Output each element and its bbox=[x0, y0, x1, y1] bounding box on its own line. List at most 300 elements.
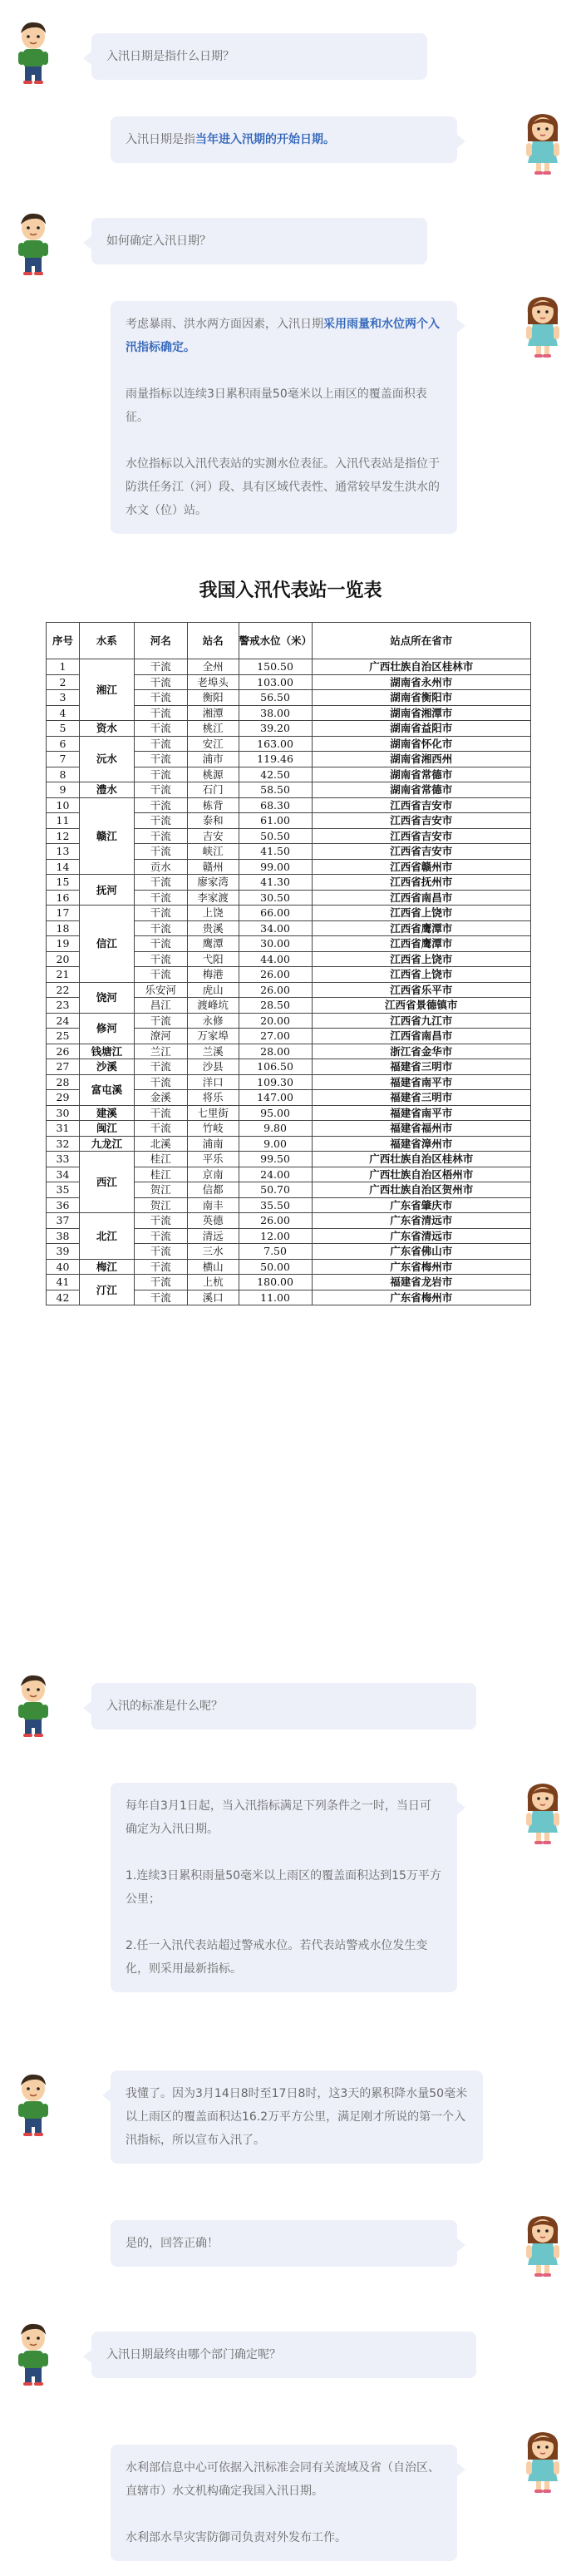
table-cell: 干流 bbox=[134, 1059, 187, 1075]
table-cell: 广东省梅州市 bbox=[312, 1259, 531, 1275]
table-cell: 95.00 bbox=[239, 1105, 312, 1121]
bubble-text: 入汛的标准是什么呢？ bbox=[106, 1700, 223, 1713]
girl-avatar-icon bbox=[516, 110, 569, 176]
table-cell: 26.00 bbox=[239, 1213, 312, 1229]
table-cell: 广西壮族自治区贺州市 bbox=[312, 1182, 531, 1198]
answer-bubble bbox=[111, 116, 457, 163]
table-cell: 干流 bbox=[134, 890, 187, 906]
table-cell: 30.00 bbox=[239, 936, 312, 952]
table-cell: 25 bbox=[47, 1029, 80, 1044]
table-cell: 150.50 bbox=[239, 659, 312, 675]
table-cell: 180.00 bbox=[239, 1275, 312, 1290]
table-row bbox=[47, 1105, 531, 1121]
table-cell-river-system: 澧水 bbox=[79, 782, 134, 798]
table-cell-river-system: 闽江 bbox=[79, 1121, 134, 1137]
bubble-paragraph bbox=[126, 1794, 442, 1841]
table-cell: 39 bbox=[47, 1244, 80, 1260]
table-cell: 贺江 bbox=[134, 1182, 187, 1198]
table-cell: 7 bbox=[47, 752, 80, 767]
table-cell: 桃源 bbox=[187, 767, 239, 782]
table-cell: 老埠头 bbox=[187, 674, 239, 690]
table-cell: 35.50 bbox=[239, 1197, 312, 1213]
table-cell: 洋口 bbox=[187, 1074, 239, 1090]
table-cell: 26.00 bbox=[239, 967, 312, 983]
table-cell-river-system: 修河 bbox=[79, 1013, 134, 1044]
boy-avatar-icon bbox=[7, 18, 60, 85]
table-cell: 5 bbox=[47, 721, 80, 737]
boy-avatar-icon bbox=[7, 1671, 60, 1738]
bubble-paragraph bbox=[106, 2343, 461, 2366]
bubble-text: 水利部水旱灾害防御司负责对外发布工作。 bbox=[126, 2531, 347, 2544]
table-cell: 干流 bbox=[134, 1228, 187, 1244]
table-cell: 福建省南平市 bbox=[312, 1074, 531, 1090]
table-cell: 16 bbox=[47, 890, 80, 906]
table-cell: 广西壮族自治区桂林市 bbox=[312, 659, 531, 675]
table-cell: 峡江 bbox=[187, 844, 239, 860]
table-cell: 江西省乐平市 bbox=[312, 982, 531, 998]
table-cell: 湖南省湘西州 bbox=[312, 752, 531, 767]
table-row bbox=[47, 1136, 531, 1152]
table-cell: 广东省清远市 bbox=[312, 1228, 531, 1244]
table-cell: 廖家湾 bbox=[187, 875, 239, 891]
table-cell: 27.00 bbox=[239, 1029, 312, 1044]
table-cell: 浦市 bbox=[187, 752, 239, 767]
table-cell: 江西省南昌市 bbox=[312, 1029, 531, 1044]
table-cell-river-system: 北江 bbox=[79, 1213, 134, 1260]
table-cell: 清远 bbox=[187, 1228, 239, 1244]
table-cell: 42.50 bbox=[239, 767, 312, 782]
table-cell: 福建省福州市 bbox=[312, 1121, 531, 1137]
table-row bbox=[47, 1074, 531, 1090]
table-cell: 湖南省永州市 bbox=[312, 674, 531, 690]
table-cell: 江西省鹰潭市 bbox=[312, 936, 531, 952]
table-header-cell: 河名 bbox=[134, 623, 187, 659]
table-cell: 干流 bbox=[134, 936, 187, 952]
table-cell: 109.30 bbox=[239, 1074, 312, 1090]
table-cell: 39.20 bbox=[239, 721, 312, 737]
table-cell: 12.00 bbox=[239, 1228, 312, 1244]
table-cell: 三水 bbox=[187, 1244, 239, 1260]
table-cell: 6 bbox=[47, 736, 80, 752]
table-row bbox=[47, 736, 531, 752]
table-cell: 渡峰坑 bbox=[187, 998, 239, 1014]
table-cell: 147.00 bbox=[239, 1090, 312, 1106]
table-row bbox=[47, 1259, 531, 1275]
table-cell: 14 bbox=[47, 859, 80, 875]
table-body bbox=[47, 659, 531, 1305]
table-cell: 栋背 bbox=[187, 797, 239, 813]
table-cell: 36 bbox=[47, 1197, 80, 1213]
table-cell-river-system: 沅水 bbox=[79, 736, 134, 782]
table-cell: 浦南 bbox=[187, 1136, 239, 1152]
table-cell-river-system: 汀江 bbox=[79, 1275, 134, 1305]
table-row bbox=[47, 875, 531, 891]
table-header-cell: 序号 bbox=[47, 623, 80, 659]
table-cell: 18 bbox=[47, 920, 80, 936]
table-cell: 干流 bbox=[134, 967, 187, 983]
table-cell: 乐安河 bbox=[134, 982, 187, 998]
bubble-paragraph bbox=[106, 45, 412, 68]
table-cell: 梅港 bbox=[187, 967, 239, 983]
table-cell: 23 bbox=[47, 998, 80, 1014]
table-cell: 潦河 bbox=[134, 1029, 187, 1044]
table-cell-river-system: 抚河 bbox=[79, 875, 134, 906]
table-cell: 12 bbox=[47, 828, 80, 844]
bubble-paragraph bbox=[126, 128, 442, 151]
table-cell: 61.00 bbox=[239, 813, 312, 829]
table-cell-river-system: 梅江 bbox=[79, 1259, 134, 1275]
bubble-text: 水位指标以入汛代表站的实测水位表征。入汛代表站是指位于防洪任务江（河）段、具有区域代表性、通常较早发生洪水的水文（位）站。 bbox=[126, 457, 440, 517]
bubble-paragraph bbox=[106, 229, 412, 253]
table-cell: 9 bbox=[47, 782, 80, 798]
question-bubble bbox=[111, 2070, 483, 2164]
table-cell: 干流 bbox=[134, 736, 187, 752]
flood-station-table bbox=[46, 622, 531, 1305]
flood-station-table-section bbox=[0, 574, 581, 1304]
table-cell: 11.00 bbox=[239, 1290, 312, 1305]
table-cell: 66.00 bbox=[239, 906, 312, 921]
table-cell: 30.50 bbox=[239, 890, 312, 906]
table-cell-river-system: 信江 bbox=[79, 906, 134, 983]
bubble-text: 水利部信息中心可依据入汛标准会同有关流域及省（自治区、直辖市）水文机构确定我国入汛日期。 bbox=[126, 2461, 440, 2498]
bubble-paragraph bbox=[126, 2232, 442, 2255]
table-cell-river-system: 建溪 bbox=[79, 1105, 134, 1121]
table-cell: 江西省吉安市 bbox=[312, 813, 531, 829]
table-cell: 贡水 bbox=[134, 859, 187, 875]
answer-bubble bbox=[111, 301, 457, 534]
table-cell: 广东省肇庆市 bbox=[312, 1197, 531, 1213]
table-cell: 11 bbox=[47, 813, 80, 829]
table-cell-river-system: 湘江 bbox=[79, 659, 134, 721]
table-cell: 干流 bbox=[134, 875, 187, 891]
table-cell: 干流 bbox=[134, 721, 187, 737]
table-cell: 24.00 bbox=[239, 1167, 312, 1182]
table-row bbox=[47, 1013, 531, 1029]
table-cell: 干流 bbox=[134, 1121, 187, 1137]
table-cell: 将乐 bbox=[187, 1090, 239, 1106]
girl-avatar-icon bbox=[516, 2212, 569, 2278]
table-cell: 干流 bbox=[134, 1259, 187, 1275]
bubble-paragraph bbox=[126, 452, 442, 522]
table-cell: 干流 bbox=[134, 767, 187, 782]
bubble-text: 雨量指标以连续3日累积雨量50毫米以上雨区的覆盖面积表征。 bbox=[126, 387, 427, 424]
table-cell: 福建省南平市 bbox=[312, 1105, 531, 1121]
table-cell: 桃江 bbox=[187, 721, 239, 737]
bubble-paragraph bbox=[126, 1934, 442, 1981]
table-cell-river-system: 赣江 bbox=[79, 797, 134, 875]
table-cell: 41.50 bbox=[239, 844, 312, 860]
table-cell: 99.50 bbox=[239, 1152, 312, 1167]
bubble-text: 1.连续3日累积雨量50毫米以上雨区的覆盖面积达到15万平方公里； bbox=[126, 1869, 441, 1906]
table-cell: 沙县 bbox=[187, 1059, 239, 1075]
table-row bbox=[47, 1121, 531, 1137]
bubble-text: 2.任一入汛代表站超过警戒水位。若代表站警戒水位发生变化，则采用最新指标。 bbox=[126, 1939, 428, 1976]
table-cell: 34 bbox=[47, 1167, 80, 1182]
table-cell: 干流 bbox=[134, 782, 187, 798]
table-cell: 20 bbox=[47, 951, 80, 967]
table-cell: 44.00 bbox=[239, 951, 312, 967]
table-cell: 全州 bbox=[187, 659, 239, 675]
table-cell: 56.50 bbox=[239, 690, 312, 706]
boy-avatar-icon bbox=[7, 2320, 60, 2386]
table-cell: 34.00 bbox=[239, 920, 312, 936]
boy-avatar-icon bbox=[7, 210, 60, 276]
table-cell: 上饶 bbox=[187, 906, 239, 921]
table-cell: 石门 bbox=[187, 782, 239, 798]
table-row bbox=[47, 1059, 531, 1075]
table-cell: 干流 bbox=[134, 1213, 187, 1229]
table-cell: 江西省上饶市 bbox=[312, 906, 531, 921]
table-cell: 北溪 bbox=[134, 1136, 187, 1152]
table-cell: 弋阳 bbox=[187, 951, 239, 967]
table-cell: 万家埠 bbox=[187, 1029, 239, 1044]
table-header-cell: 站点所在省市 bbox=[312, 623, 531, 659]
table-cell: 24 bbox=[47, 1013, 80, 1029]
table-cell: 8 bbox=[47, 767, 80, 782]
table-cell: 30 bbox=[47, 1105, 80, 1121]
bubble-paragraph bbox=[126, 2456, 442, 2503]
table-row bbox=[47, 659, 531, 675]
table-cell: 28.00 bbox=[239, 1044, 312, 1059]
table-cell: 福建省三明市 bbox=[312, 1090, 531, 1106]
table-cell: 9.00 bbox=[239, 1136, 312, 1152]
table-cell: 江西省吉安市 bbox=[312, 797, 531, 813]
table-row bbox=[47, 982, 531, 998]
table-cell: 金溪 bbox=[134, 1090, 187, 1106]
table-cell: 58.50 bbox=[239, 782, 312, 798]
table-cell-river-system: 富屯溪 bbox=[79, 1074, 134, 1105]
table-cell: 103.00 bbox=[239, 674, 312, 690]
table-cell: 27 bbox=[47, 1059, 80, 1075]
table-cell: 干流 bbox=[134, 1290, 187, 1305]
bubble-text: 入汛日期最终由哪个部门确定呢？ bbox=[106, 2348, 281, 2361]
table-cell: 3 bbox=[47, 690, 80, 706]
table-cell: 干流 bbox=[134, 1275, 187, 1290]
answer-bubble bbox=[111, 1783, 457, 1992]
table-cell: 20.00 bbox=[239, 1013, 312, 1029]
boy-avatar-icon bbox=[7, 2070, 60, 2137]
table-cell: 横山 bbox=[187, 1259, 239, 1275]
table-cell: 163.00 bbox=[239, 736, 312, 752]
table-cell: 贺江 bbox=[134, 1197, 187, 1213]
table-cell: 37 bbox=[47, 1213, 80, 1229]
table-cell: 干流 bbox=[134, 1244, 187, 1260]
table-cell: 吉安 bbox=[187, 828, 239, 844]
table-cell: 江西省赣州市 bbox=[312, 859, 531, 875]
table-cell: 21 bbox=[47, 967, 80, 983]
table-cell: 31 bbox=[47, 1121, 80, 1137]
table-cell: 17 bbox=[47, 906, 80, 921]
table-cell: 泰和 bbox=[187, 813, 239, 829]
table-cell: 广东省梅州市 bbox=[312, 1290, 531, 1305]
answer-bubble bbox=[111, 2445, 457, 2561]
table-cell: 干流 bbox=[134, 951, 187, 967]
table-cell-river-system: 钱塘江 bbox=[79, 1044, 134, 1059]
table-cell: 湖南省衡阳市 bbox=[312, 690, 531, 706]
table-cell: 29 bbox=[47, 1090, 80, 1106]
bubble-text: 每年自3月1日起，当入汛指标满足下列条件之一时，当日可确定为入汛日期。 bbox=[126, 1799, 431, 1836]
table-cell: 广东省清远市 bbox=[312, 1213, 531, 1229]
table-cell: 信都 bbox=[187, 1182, 239, 1198]
table-cell: 99.00 bbox=[239, 859, 312, 875]
table-header-cell: 站名 bbox=[187, 623, 239, 659]
table-row bbox=[47, 1275, 531, 1290]
bubble-paragraph bbox=[126, 2082, 468, 2152]
table-cell: 7.50 bbox=[239, 1244, 312, 1260]
table-cell-river-system: 九龙江 bbox=[79, 1136, 134, 1152]
table-title: 我国入汛代表站一览表 bbox=[199, 580, 382, 601]
table-cell: 湖南省怀化市 bbox=[312, 736, 531, 752]
bubble-paragraph bbox=[126, 1864, 442, 1911]
table-cell: 江西省上饶市 bbox=[312, 951, 531, 967]
table-cell: 英德 bbox=[187, 1213, 239, 1229]
bubble-paragraph bbox=[126, 382, 442, 429]
table-cell: 1 bbox=[47, 659, 80, 675]
table-cell: 江西省景德镇市 bbox=[312, 998, 531, 1014]
table-header-cell: 警戒水位（米） bbox=[239, 623, 312, 659]
table-cell: 湖南省常德市 bbox=[312, 767, 531, 782]
table-cell: 28 bbox=[47, 1074, 80, 1090]
table-cell: 衡阳 bbox=[187, 690, 239, 706]
table-cell: 15 bbox=[47, 875, 80, 891]
table-cell: 10 bbox=[47, 797, 80, 813]
table-cell: 江西省鹰潭市 bbox=[312, 920, 531, 936]
table-cell: 干流 bbox=[134, 659, 187, 675]
table-cell: 13 bbox=[47, 844, 80, 860]
table-cell: 干流 bbox=[134, 797, 187, 813]
table-cell: 昌江 bbox=[134, 998, 187, 1014]
table-cell: 41 bbox=[47, 1275, 80, 1290]
question-bubble bbox=[91, 1683, 476, 1730]
table-cell: 永修 bbox=[187, 1013, 239, 1029]
table-cell: 兰江 bbox=[134, 1044, 187, 1059]
table-row bbox=[47, 1044, 531, 1059]
table-cell: 江西省上饶市 bbox=[312, 967, 531, 983]
table-cell: 京南 bbox=[187, 1167, 239, 1182]
table-header-row bbox=[47, 623, 531, 659]
table-cell: 2 bbox=[47, 674, 80, 690]
girl-avatar-icon bbox=[516, 293, 569, 359]
table-cell: 干流 bbox=[134, 828, 187, 844]
table-cell: 浙江省金华市 bbox=[312, 1044, 531, 1059]
table-row bbox=[47, 721, 531, 737]
table-cell: 9.80 bbox=[239, 1121, 312, 1137]
table-row bbox=[47, 1152, 531, 1167]
table-cell: 干流 bbox=[134, 752, 187, 767]
bubble-text: 我懂了。因为3月14日8时至17日8时，这3天的累积降水量50毫米以上雨区的覆盖面积达16.2万平方公里，满足刚才所说的第一个入汛指标，所以宣布入汛了。 bbox=[126, 2087, 468, 2147]
table-cell: 贵溪 bbox=[187, 920, 239, 936]
table-cell: 溪口 bbox=[187, 1290, 239, 1305]
table-cell: 福建省三明市 bbox=[312, 1059, 531, 1075]
table-cell: 干流 bbox=[134, 844, 187, 860]
table-cell: 广东省佛山市 bbox=[312, 1244, 531, 1260]
table-cell: 福建省漳州市 bbox=[312, 1136, 531, 1152]
table-row bbox=[47, 782, 531, 798]
table-cell: 南丰 bbox=[187, 1197, 239, 1213]
table-cell: 湖南省常德市 bbox=[312, 782, 531, 798]
table-cell: 湖南省湘潭市 bbox=[312, 705, 531, 721]
table-cell: 19 bbox=[47, 936, 80, 952]
table-cell: 50.50 bbox=[239, 828, 312, 844]
table-cell: 119.46 bbox=[239, 752, 312, 767]
answer-bubble bbox=[111, 2220, 457, 2267]
table-cell: 安江 bbox=[187, 736, 239, 752]
table-cell: 4 bbox=[47, 705, 80, 721]
table-cell: 江西省吉安市 bbox=[312, 844, 531, 860]
table-cell: 26 bbox=[47, 1044, 80, 1059]
table-cell: 干流 bbox=[134, 1013, 187, 1029]
table-cell: 22 bbox=[47, 982, 80, 998]
table-cell: 七里街 bbox=[187, 1105, 239, 1121]
table-cell: 干流 bbox=[134, 813, 187, 829]
table-cell: 38 bbox=[47, 1228, 80, 1244]
table-header-cell: 水系 bbox=[79, 623, 134, 659]
table-cell: 鹰潭 bbox=[187, 936, 239, 952]
table-cell: 40 bbox=[47, 1259, 80, 1275]
highlight-text: 采用雨量和水位两个入汛指标确定。 bbox=[126, 318, 440, 354]
table-cell: 桂江 bbox=[134, 1167, 187, 1182]
table-row bbox=[47, 797, 531, 813]
table-cell: 42 bbox=[47, 1290, 80, 1305]
bubble-text: 考虑暴雨、洪水两方面因素，入汛日期 bbox=[126, 318, 323, 331]
table-cell: 竹岐 bbox=[187, 1121, 239, 1137]
table-cell: 福建省龙岩市 bbox=[312, 1275, 531, 1290]
table-cell: 41.30 bbox=[239, 875, 312, 891]
table-cell: 26.00 bbox=[239, 982, 312, 998]
table-cell: 干流 bbox=[134, 920, 187, 936]
table-cell: 50.00 bbox=[239, 1259, 312, 1275]
table-cell: 上杭 bbox=[187, 1275, 239, 1290]
table-cell: 干流 bbox=[134, 690, 187, 706]
table-cell: 35 bbox=[47, 1182, 80, 1198]
question-bubble bbox=[91, 2332, 476, 2378]
table-cell-river-system: 资水 bbox=[79, 721, 134, 737]
table-row bbox=[47, 906, 531, 921]
table-row bbox=[47, 1213, 531, 1229]
table-cell: 33 bbox=[47, 1152, 80, 1167]
bubble-paragraph bbox=[106, 1695, 461, 1718]
question-bubble bbox=[91, 218, 427, 264]
table-cell-river-system: 沙溪 bbox=[79, 1059, 134, 1075]
table-cell: 江西省吉安市 bbox=[312, 828, 531, 844]
table-cell: 江西省南昌市 bbox=[312, 890, 531, 906]
girl-avatar-icon bbox=[516, 2428, 569, 2495]
table-cell: 桂江 bbox=[134, 1152, 187, 1167]
bubble-text: 入汛日期是指什么日期？ bbox=[106, 50, 234, 63]
table-cell: 李家渡 bbox=[187, 890, 239, 906]
table-cell: 兰溪 bbox=[187, 1044, 239, 1059]
bubble-paragraph bbox=[126, 313, 442, 359]
table-cell: 干流 bbox=[134, 674, 187, 690]
table-cell: 平乐 bbox=[187, 1152, 239, 1167]
table-cell-river-system: 饶河 bbox=[79, 982, 134, 1013]
table-cell: 江西省抚州市 bbox=[312, 875, 531, 891]
table-cell: 干流 bbox=[134, 705, 187, 721]
table-cell: 38.00 bbox=[239, 705, 312, 721]
table-cell: 68.30 bbox=[239, 797, 312, 813]
table-cell: 干流 bbox=[134, 1105, 187, 1121]
table-cell: 湖南省益阳市 bbox=[312, 721, 531, 737]
bubble-text: 是的，回答正确！ bbox=[126, 2237, 219, 2250]
table-cell: 湘潭 bbox=[187, 705, 239, 721]
highlight-text: 当年进入汛期的开始日期。 bbox=[195, 133, 335, 146]
table-cell: 106.50 bbox=[239, 1059, 312, 1075]
girl-avatar-icon bbox=[516, 1779, 569, 1846]
table-cell: 50.70 bbox=[239, 1182, 312, 1198]
bubble-text: 入汛日期是指 bbox=[126, 133, 195, 146]
table-cell: 虎山 bbox=[187, 982, 239, 998]
bubble-text: 如何确定入汛日期？ bbox=[106, 234, 211, 248]
